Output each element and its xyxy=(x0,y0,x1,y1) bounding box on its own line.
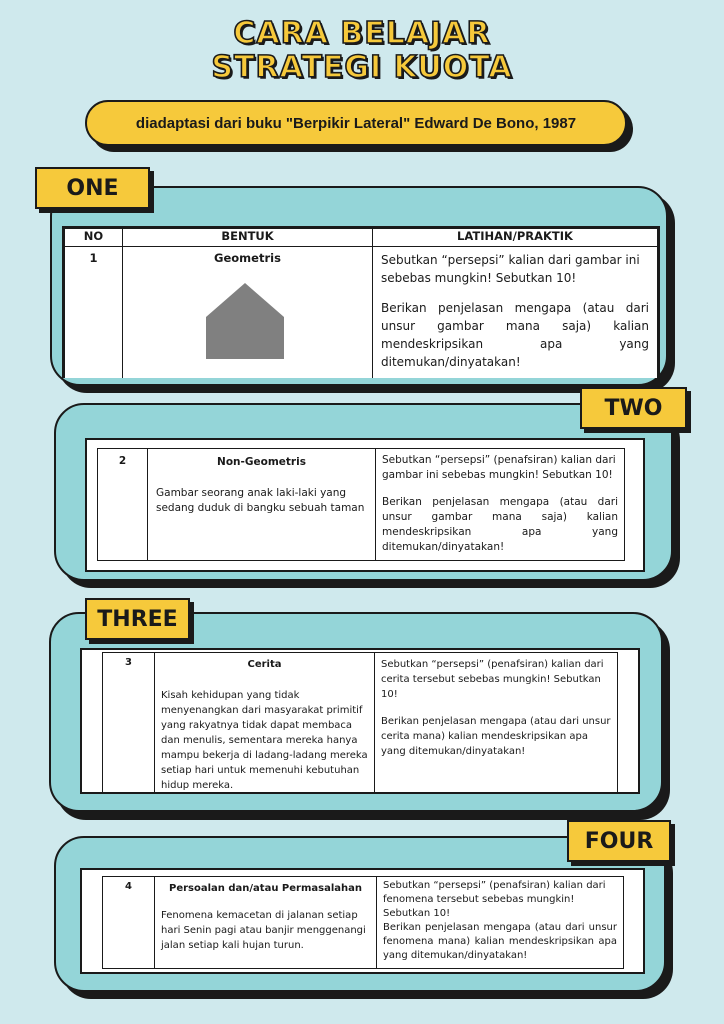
row-1-no: 1 xyxy=(65,247,123,379)
section-tag-one: ONE xyxy=(35,167,150,209)
header-bentuk: BENTUK xyxy=(123,229,373,247)
section-three-table xyxy=(102,652,618,794)
row-4-bentuk-title: Persoalan dan/atau Permasalahan xyxy=(168,883,363,894)
row-2-description: Gambar seorang anak laki-laki yang sedang duduk di bangku sebuah taman xyxy=(156,487,365,514)
house-pentagon-icon xyxy=(206,283,284,359)
row-2-bentuk-title: Non-Geometris xyxy=(217,456,306,468)
row-4-bentuk xyxy=(155,877,377,969)
section-one-table-sheet xyxy=(62,226,660,378)
row-4-latihan-1: Sebutkan “persepsi” (penafsiran) kalian dari fenomena tersebut sebebas mungkin! Sebutkan 10! xyxy=(383,880,606,919)
subtitle-text: diadaptasi dari buku "Berpikir Lateral" Edward De Bono, 1987 xyxy=(85,100,627,146)
section-three-table-sheet xyxy=(80,648,640,794)
header-no: NO xyxy=(65,229,123,247)
row-3-latihan-1: Sebutkan “persepsi” (penafsiran) kalian dari cerita tersebut sebebas mungkin! Sebutkan 10! xyxy=(381,659,604,700)
row-1-latihan-1: Sebutkan “persepsi” kalian dari gambar ini sebebas mungkin! Sebutkan 10! xyxy=(381,253,640,285)
page-title-line-1: CARA BELAJAR xyxy=(233,16,491,51)
row-3-latihan xyxy=(375,653,618,795)
section-four-table-sheet xyxy=(80,868,645,974)
subtitle-pill xyxy=(85,100,633,152)
row-1-bentuk-title: Geometris xyxy=(214,251,281,265)
row-3-description: Kisah kehidupan yang tidak menyenangkan dari masyarakat primitif yang rakyatnya tidak dapat membaca dan menulis, sementara mereka hanya mampu bekerja di ladang-ladang mereka setiap hari untuk memenuhi kebutuhan hidup mereka. xyxy=(161,690,368,791)
row-2-latihan-2: Berikan penjelasan mengapa (atau dari unsur gambar mana saja) kalian mendeskripsikan apa yang ditemukan/dinyatakan! xyxy=(382,496,618,553)
row-2-latihan xyxy=(376,449,625,561)
row-3-bentuk xyxy=(155,653,375,795)
section-tag-three: THREE xyxy=(85,598,190,640)
section-four-table xyxy=(102,876,624,969)
row-3-no: 3 xyxy=(103,653,155,795)
row-3-bentuk-title: Cerita xyxy=(247,659,282,670)
row-3-latihan-2: Berikan penjelasan mengapa (atau dari unsur cerita mana) kalian mendeskripsikan apa yang ditemukan/dinyatakan! xyxy=(381,716,611,757)
row-4-latihan-2: Berikan penjelasan mengapa (atau dari unsur fenomena mana) kalian mendeskripsikan apa yang ditemukan/dinyatakan! xyxy=(383,922,617,961)
section-two-table-sheet xyxy=(85,438,645,572)
section-two-table xyxy=(97,448,625,561)
row-4-no: 4 xyxy=(103,877,155,969)
row-2-latihan-1: Sebutkan “persepsi” (penafsiran) kalian dari gambar ini sebebas mungkin! Sebutkan 10! xyxy=(382,454,616,481)
row-2-bentuk xyxy=(148,449,376,561)
row-4-description: Fenomena kemacetan di jalanan setiap hari Senin pagi atau banjir menggenangi jalan setiap kali hujan turun. xyxy=(161,910,366,951)
section-tag-four: FOUR xyxy=(567,820,671,862)
row-1-latihan xyxy=(373,247,658,379)
row-1-latihan-2: Berikan penjelasan mengapa (atau dari unsur gambar mana saja) kalian mendeskripsikan apa yang ditemukan/dinyatakan! xyxy=(381,301,649,369)
row-2-no: 2 xyxy=(98,449,148,561)
section-one-table xyxy=(64,228,658,378)
page-title-line-2: STRATEGI KUOTA xyxy=(211,50,513,85)
section-tag-two: TWO xyxy=(580,387,687,429)
header-latihan: LATIHAN/PRAKTIK xyxy=(373,229,658,247)
row-4-latihan xyxy=(377,877,624,969)
